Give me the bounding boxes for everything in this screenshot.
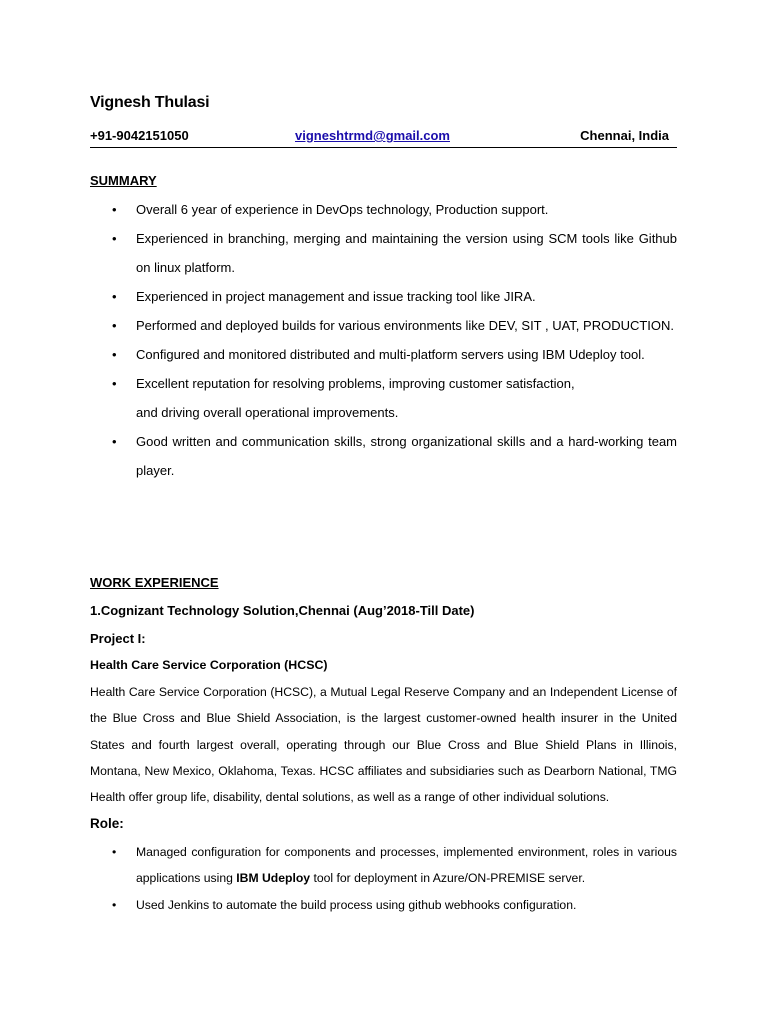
list-item [90, 839, 677, 891]
list-item: • Overall 6 year of experience in DevOps technology, Production support. [90, 195, 677, 224]
role-list [90, 839, 677, 919]
phone-number: +91-9042151050 [90, 128, 189, 143]
tool-name: IBM Udeploy [236, 871, 311, 885]
work-experience-heading: WORK EXPERIENCE [90, 575, 219, 590]
summary-heading: SUMMARY [90, 173, 157, 188]
candidate-name: Vignesh Thulasi [90, 94, 210, 111]
location: Chennai, India [580, 128, 669, 143]
email-link[interactable]: vigneshtrmd@gmail.com [295, 128, 450, 143]
list-item: • Excellent reputation for resolving problems, improving customer satisfaction, [90, 369, 677, 398]
contact-line [90, 128, 677, 148]
project-description: Health Care Service Corporation (HCSC), a Mutual Legal Reserve Company and an Independent License of the Blue Cross and Blue Shield Association, is the largest customer-owned health insurer in the United States and fourth largest overall, operating through our Blue Cross and Blue Shield Plans in Illinois, Montana, New Mexico, Oklahoma, Texas. HCSC affiliates and subsidiaries such as Dearborn National, TMG Health offer group life, disability, dental solutions, as well as a range of other individual solutions. [90, 685, 677, 805]
role-text: Managed configuration for components and processes, implemented environment, roles in various applications using [136, 845, 677, 885]
company-title: 1.Cognizant Technology Solution,Chennai (Aug’2018-Till Date) [90, 603, 475, 618]
list-item: • Experienced in branching, merging and maintaining the version using SCM tools like Github on linux platform. [90, 224, 677, 282]
project-name: Health Care Service Corporation (HCSC) [90, 658, 328, 672]
list-item: • Performed and deployed builds for various environments like DEV, SIT , UAT, PRODUCTION. [90, 311, 677, 340]
list-item-continuation: and driving overall operational improvements. [136, 405, 399, 420]
summary-list [90, 195, 677, 485]
role-text: tool for deployment in Azure/ON-PREMISE server. [310, 871, 586, 885]
project-label: Project I: [90, 631, 146, 646]
list-item: • Configured and monitored distributed and multi-platform servers using IBM Udeploy tool. [90, 340, 677, 369]
header-divider [90, 147, 677, 148]
role-label: Role: [90, 816, 124, 831]
list-item: • Experienced in project management and issue tracking tool like JIRA. [90, 282, 677, 311]
list-item: • Used Jenkins to automate the build process using github webhooks configuration. [90, 892, 677, 918]
list-item: • Good written and communication skills, strong organizational skills and a hard-working team player. [90, 427, 677, 485]
